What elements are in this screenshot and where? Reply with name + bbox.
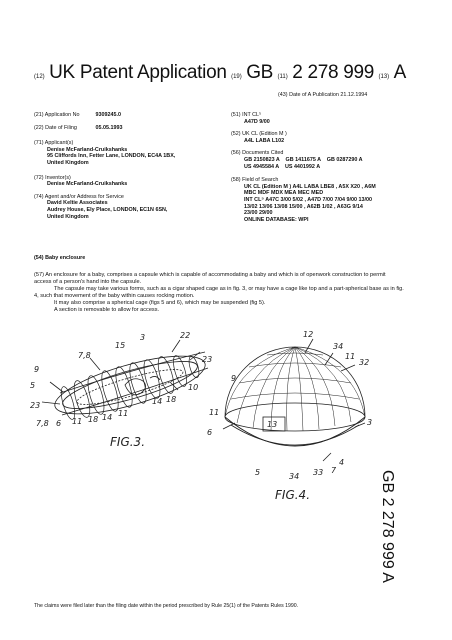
- fig3-ref-label: 6: [56, 419, 62, 428]
- fig3-ref-label: 11: [72, 417, 83, 426]
- figure-3-caption: FIG.3.: [110, 435, 146, 449]
- abstract: [34, 272, 404, 314]
- invention-title: [34, 255, 85, 262]
- header-kind: A: [393, 62, 406, 83]
- filing-date-row: [34, 125, 234, 132]
- fig4-ref-label: 11: [209, 408, 220, 417]
- fig3-ref-label: 14: [102, 413, 113, 422]
- figure-3-drawing: [30, 330, 225, 455]
- abstract-paragraph: The capsule may take various forms, such as a cigar shaped cage as in fig. 3, or may have a cage like top and a part-spherical base as in fig. 4, such that movement of the baby within causes rocking motion.: [34, 286, 404, 299]
- documents-cited-line: US 4945584 A US 4401992 A: [244, 163, 321, 170]
- vertical-patent-number-text: GB 2 278 999 A: [379, 470, 396, 583]
- documents-cited-label: (56) Documents Cited: [231, 150, 284, 157]
- application-number: 9309245.0: [95, 112, 121, 118]
- fig3-ref-label: 18: [88, 415, 99, 424]
- left-biblio-column: [34, 112, 234, 220]
- header-tag-13: (13): [378, 74, 390, 80]
- uk-cl-value: A4L LABA L102: [244, 137, 285, 144]
- field-of-search-label: (58) Field of Search: [231, 177, 279, 184]
- fig3-ref-label: 11: [118, 409, 129, 418]
- documents-cited-line: GB 2150823 A GB 1411675 A GB 0287290 A: [244, 156, 363, 163]
- header-tag-11: (11): [277, 74, 288, 80]
- header-number: 2 278 999: [292, 62, 375, 83]
- footer-note: The claims were filed later than the filing date within the period prescribed by Rule 25(1) of the Patents Rules 1990.: [34, 603, 299, 609]
- fig4-ref-label: 6: [207, 428, 213, 437]
- inventor-label: (72) Inventor(s): [34, 174, 71, 181]
- filing-date-label: (22) Date of Filing: [34, 124, 77, 131]
- fig4-ref-label: 34: [333, 342, 344, 351]
- fig3-ref-label: 3: [140, 333, 146, 342]
- publication-date: (43) Date of A Publication 21.12.1994: [278, 92, 368, 98]
- fig4-ref-label: 33: [313, 468, 324, 477]
- field-of-search-line: 13/02 13/06 13/08 15/00 , A62B 1/02 , A63G 9/14: [244, 203, 363, 210]
- fig3-ref-label: 10: [188, 383, 199, 392]
- field-of-search-line: INT CL⁵ A47C 3/00 5/02 , A47D 7/00 7/04 9/00 13/00: [244, 196, 372, 203]
- fig4-ref-label: 11: [345, 352, 356, 361]
- fig4-ref-label: 32: [359, 358, 370, 367]
- header-tag-12: (12): [34, 74, 45, 80]
- agent-line: United Kingdom: [47, 213, 89, 220]
- fig4-ref-label: 4: [339, 458, 345, 467]
- applicant-line: United Kingdom: [47, 159, 89, 166]
- fig3-ref-label: 9: [34, 365, 40, 374]
- int-cl-value: A47D 9/00: [244, 118, 270, 125]
- field-of-search-line: MBC MDF MDX MEA MEC MED: [244, 190, 324, 197]
- fig3-ref-label: 7,8: [36, 419, 49, 428]
- figure-4-drawing: [205, 325, 385, 505]
- agent-label: (74) Agent and/or Address for Service: [34, 193, 124, 200]
- application-number-label: (21) Application No: [34, 112, 80, 118]
- right-biblio-column: [231, 112, 411, 223]
- field-of-search-line: ONLINE DATABASE: WPI: [244, 216, 309, 223]
- fig3-ref-label: 15: [115, 341, 126, 350]
- inventor-name: Denise McFarland-Cruikshanks: [47, 181, 128, 188]
- int-cl-label: (51) INT CL⁵: [231, 112, 262, 118]
- fig3-ref-label: 23: [30, 401, 41, 410]
- fig3-ref-label: 14: [152, 397, 163, 406]
- fig3-ref-label: 5: [30, 381, 36, 390]
- fig3-ref-label: 7,8: [78, 351, 91, 360]
- abstract-paragraph: A section is removable to allow for access.: [54, 307, 160, 313]
- patent-header: [34, 62, 414, 88]
- agent-line: David Keltie Associates: [47, 200, 108, 207]
- filing-date: 05.05.1993: [95, 124, 123, 131]
- applicant-label: (71) Applicant(s): [34, 140, 74, 147]
- applicant-line: Denise McFarland-Cruikshanks: [47, 146, 128, 153]
- agent-line: Audrey House, Ely Place, LONDON, EC1N 6SN,: [47, 206, 168, 213]
- header-title: UK Patent Application: [49, 62, 227, 83]
- fig4-ref-label: 12: [303, 330, 314, 339]
- figure-4-caption: FIG.4.: [275, 488, 311, 502]
- fig4-ref-label: 3: [367, 418, 373, 427]
- header-tag-19: (19): [231, 74, 242, 80]
- fig3-ref-label: 22: [180, 331, 191, 340]
- invention-title-text: (54) Baby enclosure: [34, 255, 86, 261]
- field-of-search-line: 23/00 29/00: [244, 210, 273, 217]
- fig4-ref-label: 7: [331, 466, 337, 475]
- abstract-paragraph: (57) An enclosure for a baby, comprises a capsule which is capable of accommodating a baby and which is of openwork construction to permit access of a person's hand into the capsule.: [34, 272, 386, 285]
- uk-cl-label: (52) UK CL (Edition M ): [231, 131, 287, 138]
- dome-cage-icon: [223, 339, 365, 461]
- fig3-ref-label: 18: [166, 395, 177, 404]
- fig4-ref-label: 34: [289, 472, 300, 481]
- application-number-row: [34, 112, 234, 119]
- field-of-search-line: UK CL (Edition M ) A4L LABA LBE8 , A5X X20 , A6M: [244, 183, 376, 190]
- vertical-patent-number: [377, 470, 407, 620]
- header-country: GB: [246, 62, 274, 83]
- fig4-ref-label: 9: [231, 374, 237, 383]
- applicant-line: 95 Cliffords Inn, Fetter Lane, LONDON, EC4A 1BX,: [47, 153, 176, 160]
- abstract-paragraph: It may also comprise a spherical cage (figs 5 and 6), which may be suspended (fig 5).: [54, 300, 266, 306]
- fig4-ref-label: 5: [255, 468, 261, 477]
- fig3-ref-label: 23: [202, 355, 213, 364]
- fig4-ref-label: 13: [267, 420, 278, 429]
